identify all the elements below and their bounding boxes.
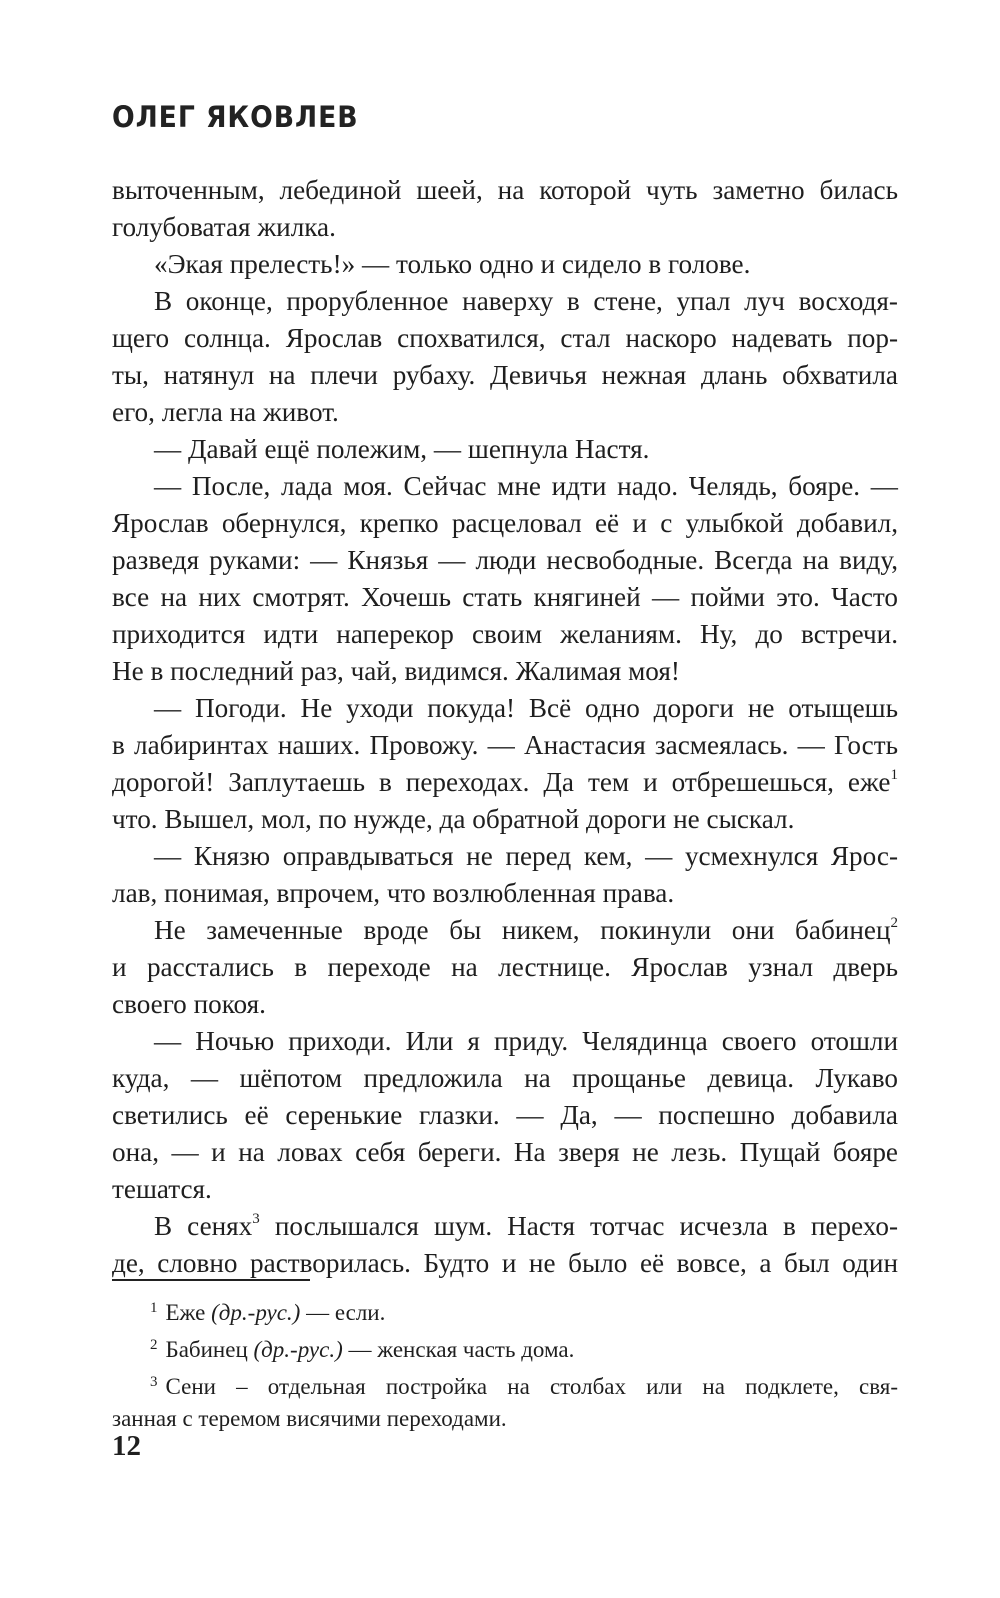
text-line: лав, понимая, впрочем, что возлюбленная права. <box>112 878 675 908</box>
footnote-number: 1 <box>150 1300 158 1316</box>
footnote-3 <box>112 1366 898 1403</box>
text-line: Ярослав обернулся, крепко расцеловал её и с улыбкой добавил, <box>112 508 898 538</box>
footnote-definition: — женская часть дома. <box>342 1337 575 1362</box>
footnote-marker: 2 <box>890 915 898 931</box>
text-line: что. Вышел, мол, по нужде, да обратной дороги не сыскал. <box>112 804 795 834</box>
footnote-3-continuation: занная с теремом висячими переходами. <box>112 1406 507 1431</box>
text-line: тешатся. <box>112 1174 212 1204</box>
footnotes <box>112 1292 898 1435</box>
text-line: В оконце, прорубленное наверху в стене, упал луч восходя- <box>154 286 898 316</box>
text-line <box>112 764 898 801</box>
text-line: в лабиринтах наших. Провожу. — Анастасия засмеялась. — Гость <box>112 730 898 760</box>
text-line: — Князю оправдываться не перед кем, — усмехнулся Ярос- <box>154 841 898 871</box>
footnote-term: Бабинец <box>165 1337 254 1362</box>
footnote-number: 3 <box>150 1374 158 1390</box>
text-line: ты, натянул на плечи рубаху. Девичья нежная длань обхватила <box>112 360 898 390</box>
footnote-label: (др.-рус.) <box>253 1337 343 1362</box>
text-line: — После, лада моя. Сейчас мне идти надо. Челядь, бояре. — <box>154 471 898 501</box>
text-line: все на них смотрят. Хочешь стать княгиней — пойми это. Часто <box>112 582 898 612</box>
text-line: куда, — шёпотом предложила на прощанье девица. Лукаво <box>112 1063 898 1093</box>
line-text: послышался шум. Настя тотчас исчезла в перехо- <box>274 1211 898 1241</box>
body-text <box>112 172 898 1282</box>
footnote-term: Еже <box>165 1300 212 1325</box>
text-line: голубоватая жилка. <box>112 212 336 242</box>
text-line: щего солнца. Ярослав спохватился, стал наскоро надевать пор- <box>112 323 898 353</box>
footnote-text: Сени – отдельная постройка на столбах или на подклете, свя- <box>165 1374 898 1399</box>
footnote-label: (др.-рус.) <box>211 1300 301 1325</box>
text-line: Не в последний раз, чай, видимся. Жалимая моя! <box>112 656 680 686</box>
footnote-marker: 1 <box>890 767 898 783</box>
footnote-2 <box>112 1329 898 1366</box>
text-line: и расстались в переходе на лестнице. Ярослав узнал дверь <box>112 952 898 982</box>
text-line: своего покоя. <box>112 989 266 1019</box>
text-line: — Давай ещё полежим, — шепнула Настя. <box>154 434 650 464</box>
text-line <box>112 912 898 949</box>
text-line: де, словно растворилась. Будто и не было её вовсе, а был один <box>112 1248 898 1278</box>
footnote-marker: 3 <box>252 1211 260 1227</box>
text-line: разведя руками: — Князья — люди несвободные. Всегда на виду, <box>112 545 898 575</box>
footnote-number: 2 <box>150 1337 158 1353</box>
page-number: 12 <box>112 1430 141 1462</box>
text-line: приходится идти наперекор своим желаниям. Ну, до встречи. <box>112 619 898 649</box>
text-line: — Ночью приходи. Или я приду. Челядинца своего отошли <box>154 1026 898 1056</box>
text-line: выточенным, лебединой шеей, на которой чуть заметно билась <box>112 175 898 205</box>
running-title: ОЛЕГ ЯКОВЛЕВ <box>112 100 359 134</box>
text-line: — Погоди. Не уходи покуда! Всё одно дороги не отыщешь <box>154 693 898 723</box>
line-text: В сенях <box>154 1211 253 1241</box>
text-line: его, легла на живот. <box>112 397 339 427</box>
text-line <box>112 1208 898 1245</box>
footnote-1 <box>112 1292 898 1329</box>
text-line: «Экая прелесть!» — только одно и сидело в голове. <box>154 249 751 279</box>
line-text: Не замеченные вроде бы никем, покинули они бабинец <box>154 915 891 945</box>
text-line: она, — и на ловах себя береги. На зверя не лезь. Пущай бояре <box>112 1137 898 1167</box>
line-text: дорогой! Заплутаешь в переходах. Да тем и отбрешешься, еже <box>112 767 891 797</box>
text-line: светились её серенькие глазки. — Да, — поспешно добавила <box>112 1100 898 1130</box>
footnote-divider <box>112 1279 310 1281</box>
footnote-definition: — если. <box>300 1300 386 1325</box>
